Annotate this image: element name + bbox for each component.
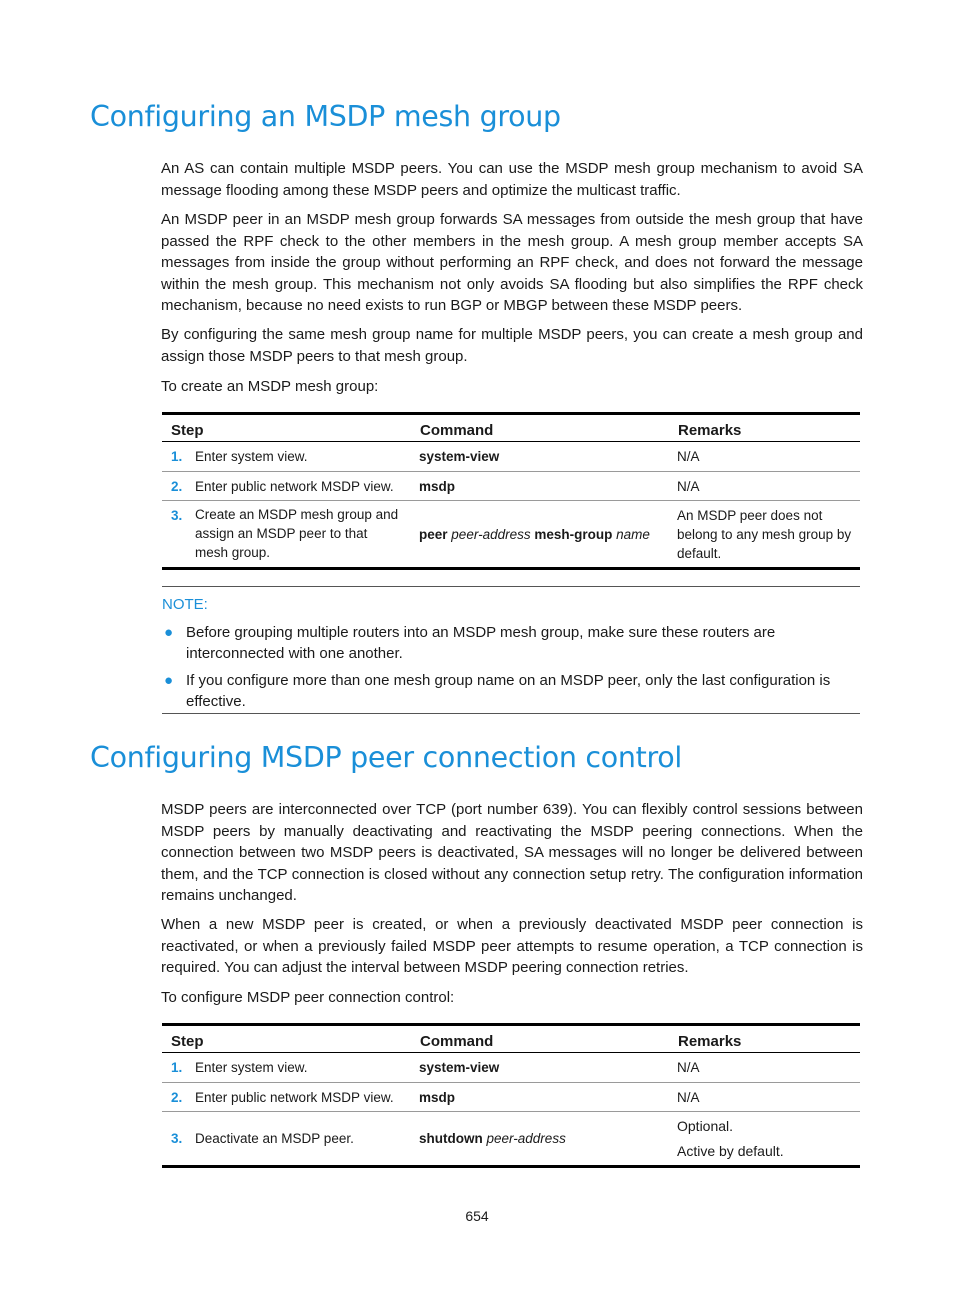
table-header-row — [162, 414, 860, 442]
command-keyword: system-view — [419, 449, 500, 464]
remarks-line: Active by default. — [677, 1142, 784, 1159]
section-title-mesh-group: Configuring an MSDP mesh group — [90, 100, 561, 133]
remarks-line: Optional. — [677, 1117, 734, 1134]
step-description: Enter system view. — [187, 442, 411, 472]
paragraph: To create an MSDP mesh group: — [161, 378, 379, 395]
note-item — [164, 670, 862, 712]
step-command — [411, 1112, 669, 1167]
step-command — [411, 442, 669, 472]
step-remarks: N/A — [669, 472, 860, 501]
step-number: 3. — [162, 501, 187, 569]
step-remarks: An MSDP peer does not belong to any mesh group by default. — [669, 501, 860, 569]
table-row — [162, 1083, 860, 1112]
note-item — [164, 622, 862, 664]
step-command — [411, 501, 669, 569]
step-number: 2. — [162, 1083, 187, 1112]
step-command — [411, 1083, 669, 1112]
command-argument: peer-address — [451, 526, 531, 542]
command-keyword: mesh-group — [534, 526, 613, 542]
step-remarks: N/A — [669, 1083, 860, 1112]
paragraph: By configuring the same mesh group name for multiple MSDP peers, you can create a mesh group and assign those MSDP peers to that mesh group. — [161, 326, 863, 365]
command-keyword: msdp — [419, 1089, 456, 1105]
step-description: Enter public network MSDP view. — [187, 472, 411, 501]
step-remarks: N/A — [669, 1053, 860, 1083]
column-header-remarks: Remarks — [669, 1025, 860, 1053]
note-item-text: Before grouping multiple routers into an MSDP mesh group, make sure these routers are interconnected with one another. — [186, 624, 776, 662]
step-number: 1. — [162, 442, 187, 472]
bullet-icon: ● — [164, 624, 174, 641]
table-row — [162, 1053, 860, 1083]
column-header-command: Command — [411, 414, 669, 442]
table-row — [162, 1112, 860, 1167]
column-header-remarks: Remarks — [669, 414, 860, 442]
note-item-text: If you configure more than one mesh group name on an MSDP peer, only the last configuration is effective. — [186, 672, 831, 710]
bullet-icon: ● — [164, 672, 174, 689]
step-number: 2. — [162, 472, 187, 501]
note-box — [162, 586, 860, 714]
step-number: 3. — [162, 1112, 187, 1167]
step-description: Create an MSDP mesh group and assign an MSDP peer to that mesh group. — [187, 501, 411, 569]
command-argument: name — [616, 526, 650, 542]
column-header-command: Command — [411, 1025, 669, 1053]
command-keyword: msdp — [419, 478, 456, 494]
paragraph: To configure MSDP peer connection control: — [161, 989, 455, 1006]
paragraph: When a new MSDP peer is created, or when a previously deactivated MSDP peer connection is reactivated, or when a previously failed MSDP peer attempts to resume operation, a TCP connection is required. You can adjust the interval between MSDP peering connection retries. — [161, 916, 863, 976]
section-title-peer-connection-control: Configuring MSDP peer connection control — [90, 741, 683, 774]
command-keyword: shutdown — [419, 1131, 483, 1146]
page-number: 654 — [465, 1208, 489, 1224]
table-row — [162, 472, 860, 501]
command-keyword: peer — [419, 526, 448, 542]
step-command — [411, 472, 669, 501]
peer-connection-steps-table — [162, 1023, 860, 1168]
step-description: Deactivate an MSDP peer. — [187, 1112, 411, 1167]
step-description: Enter system view. — [187, 1053, 411, 1083]
step-command — [411, 1053, 669, 1083]
table-row — [162, 501, 860, 569]
command-keyword: system-view — [419, 1060, 500, 1075]
step-remarks: N/A — [669, 442, 860, 472]
mesh-group-steps-table — [162, 412, 860, 570]
paragraph: An AS can contain multiple MSDP peers. You can use the MSDP mesh group mechanism to avoid SA message flooding among these MSDP peers and optimize the multicast traffic. — [161, 160, 863, 199]
step-number: 1. — [162, 1053, 187, 1083]
command-argument: peer-address — [486, 1131, 566, 1146]
paragraph: An MSDP peer in an MSDP mesh group forwards SA messages from outside the mesh group that have passed the RPF check to the other members in the mesh group. A mesh group member accepts SA messages from inside the group without performing an RPF check, and does not forward the message within the mesh group. This mechanism not only avoids SA flooding but also simplifies the RPF check mechanism, because no need exists to run BGP or MBGP between these MSDP peers. — [161, 211, 863, 314]
table-header-row — [162, 1025, 860, 1053]
step-description: Enter public network MSDP view. — [187, 1083, 411, 1112]
column-header-step: Step — [162, 414, 411, 442]
table-row — [162, 442, 860, 472]
step-remarks — [669, 1112, 860, 1167]
column-header-step: Step — [162, 1025, 411, 1053]
note-label: NOTE: — [162, 596, 208, 613]
paragraph: MSDP peers are interconnected over TCP (port number 639). You can flexibly control sessions between MSDP peers by manually deactivating and reactivating the MSDP peering connections. When the connection between two MSDP peers is deactivated, SA messages will no longer be delivered between them, and the TCP connection is closed without any connection setup retry. The configuration information remains unchanged. — [161, 801, 863, 904]
